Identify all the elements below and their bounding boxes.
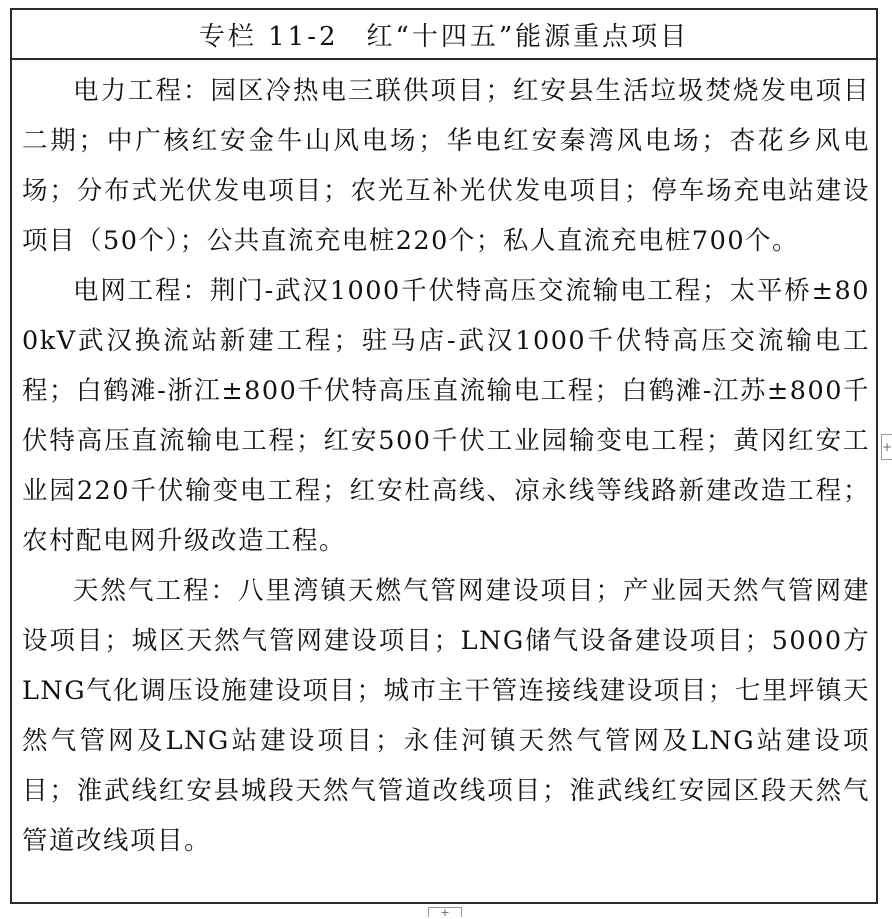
title-text: 红“十四五”能源重点项目 (366, 21, 690, 52)
paragraph-heading: 电网工程： (73, 276, 210, 306)
paragraph-gas (22, 566, 870, 866)
table-title (12, 10, 876, 60)
paragraph-heading: 天然气工程： (73, 576, 238, 606)
paragraph-grid (22, 266, 870, 566)
paragraph-power (22, 66, 870, 266)
title-prefix: 专栏 11-2 (198, 21, 339, 52)
paragraph-heading: 电力工程： (73, 76, 211, 106)
table-resize-handle-right[interactable]: + (881, 434, 892, 460)
paragraph-body: 园区冷热电三联供项目；红安县生活垃圾焚烧发电项目二期；中广核红安金牛山风电场；华电红安秦湾风电场；杏花乡风电场；分布式光伏发电项目；农光互补光伏发电项目；停车场充电站建设项目（50个）；公共直流充电桩220个；私人直流充电桩700个。 (22, 76, 870, 256)
paragraph-body: 八里湾镇天燃气管网建设项目；产业园天然气管网建设项目；城区天然气管网建设项目；LNG储气设备建设项目；5000方LNG气化调压设施建设项目；城市主干管连接线建设项目；七里坪镇天然气管网及LNG站建设项目；永佳河镇天然气管网及LNG站建设项目；淮武线红安县城段天然气管道改线项目；淮武线红安园区段天然气管道改线项目。 (22, 576, 870, 856)
table-resize-handle-bottom[interactable]: + (428, 907, 462, 917)
table-content (12, 60, 876, 866)
paragraph-body: 荆门-武汉1000千伏特高压交流输电工程；太平桥±800kV武汉换流站新建工程；驻马店-武汉1000千伏特高压交流输电工程；白鹤滩-浙江±800千伏特高压直流输电工程；白鹤滩-江苏±800千伏特高压直流输电工程；红安500千伏工业园输变电工程；黄冈红安工业园220千伏输变电工程；红安杜高线、凉永线等线路新建改造工程；农村配电网升级改造工程。 (22, 276, 870, 556)
project-table (10, 8, 878, 904)
